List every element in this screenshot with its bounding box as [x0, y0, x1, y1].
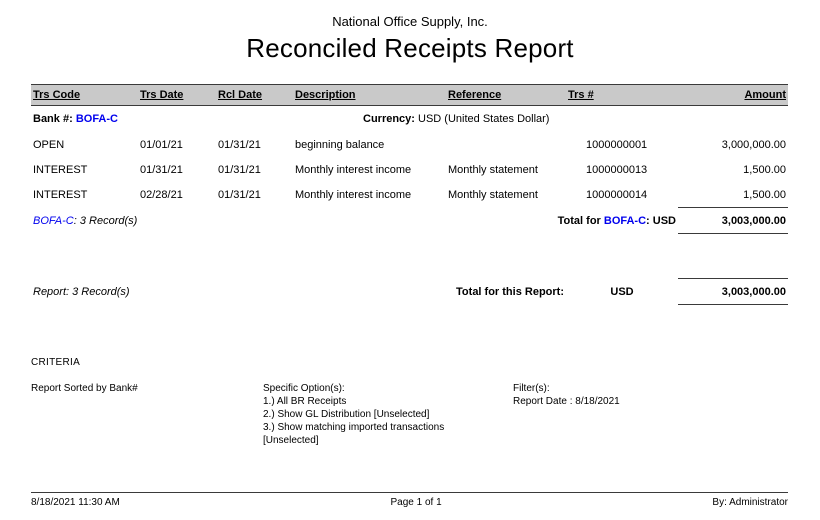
- cell-trs-num: 1000000014: [586, 188, 648, 201]
- report-total-row: [31, 279, 788, 305]
- criteria-sorted-by: Report Sorted by Bank#: [31, 383, 138, 394]
- currency-cell: [293, 106, 788, 133]
- col-header-trs-num-label: Trs #: [568, 89, 594, 101]
- currency-value: USD (United States Dollar): [418, 113, 550, 125]
- bank-header-row: [31, 106, 788, 133]
- col-header-rcl-date: [216, 85, 293, 106]
- cell-trs-code: INTEREST: [33, 188, 88, 201]
- table-row: [31, 182, 788, 208]
- cell-rcl-date: 01/31/21: [218, 163, 261, 176]
- cell-description: Monthly interest income: [295, 163, 412, 176]
- criteria-filters: [513, 382, 788, 408]
- report-table: [31, 84, 788, 305]
- report-total-label: Total for this Report:: [456, 285, 564, 298]
- cell-reference: Monthly statement: [448, 163, 538, 176]
- criteria-options-title: Specific Option(s):: [263, 383, 345, 394]
- cell-reference: Monthly statement: [448, 188, 538, 201]
- bank-label: Bank #:: [33, 113, 73, 125]
- cell-amount: 1,500.00: [743, 163, 786, 176]
- criteria-filter: Report Date : 8/18/2021: [513, 396, 620, 407]
- cell-trs-num: 1000000013: [586, 163, 648, 176]
- footer-datetime: 8/18/2021 11:30 AM: [31, 497, 120, 508]
- cell-amount: 3,000,000.00: [721, 138, 786, 151]
- group-bank-link[interactable]: BOFA-C: [33, 214, 74, 227]
- group-total-prefix: Total for: [557, 214, 604, 227]
- cell-trs-code: OPEN: [33, 138, 65, 151]
- cell-reference: [446, 132, 566, 157]
- criteria-options: [263, 382, 513, 447]
- group-record-count: [31, 208, 446, 234]
- col-header-trs-code-label: Trs Code: [33, 89, 81, 101]
- col-header-trs-date: [138, 85, 216, 106]
- criteria-heading: CRITERIA: [31, 357, 81, 368]
- criteria-section: [31, 357, 788, 447]
- cell-description: Monthly interest income: [295, 188, 412, 201]
- col-header-rcl-date-label: Rcl Date: [218, 89, 263, 101]
- table-row: [31, 132, 788, 157]
- report-total-amount: 3,003,000.00: [678, 279, 788, 305]
- cell-trs-date: 01/01/21: [140, 138, 183, 151]
- criteria-sort: [31, 382, 263, 395]
- table-header-row: [31, 85, 788, 106]
- col-header-trs-date-label: Trs Date: [140, 89, 184, 101]
- criteria-option: 2.) Show GL Distribution [Unselected]: [263, 409, 430, 420]
- cell-rcl-date: 01/31/21: [218, 138, 261, 151]
- table-row: [31, 157, 788, 182]
- cell-trs-date: 02/28/21: [140, 188, 183, 201]
- cell-trs-code: INTEREST: [33, 163, 88, 176]
- spacer-row: [31, 234, 788, 279]
- cell-rcl-date: 01/31/21: [218, 188, 261, 201]
- company-name: National Office Supply, Inc.: [332, 14, 488, 29]
- footer-by: By: Administrator: [712, 497, 788, 508]
- cell-amount: 1,500.00: [743, 188, 786, 201]
- report-record-count: Report: 3 Record(s): [33, 285, 130, 298]
- bank-link[interactable]: BOFA-C: [75, 113, 118, 125]
- currency-label: Currency:: [363, 113, 415, 125]
- cell-trs-num: 1000000001: [586, 138, 648, 151]
- col-header-trs-code: [31, 85, 138, 106]
- bank-number-cell: [31, 106, 293, 133]
- col-header-description: [293, 85, 446, 106]
- col-header-reference-label: Reference: [448, 89, 502, 101]
- col-header-description-label: Description: [295, 89, 356, 101]
- col-header-amount: [678, 85, 788, 106]
- criteria-option: [Unselected]: [263, 435, 319, 446]
- group-total-amount: 3,003,000.00: [678, 208, 788, 234]
- cell-description: beginning balance: [295, 138, 385, 151]
- col-header-reference: [446, 85, 566, 106]
- criteria-option: 1.) All BR Receipts: [263, 396, 347, 407]
- report-total-currency: USD: [610, 285, 634, 298]
- group-total-bank-link[interactable]: BOFA-C: [603, 214, 647, 227]
- report-title: Reconciled Receipts Report: [246, 33, 574, 63]
- cell-trs-date: 01/31/21: [140, 163, 183, 176]
- criteria-filters-title: Filter(s):: [513, 383, 550, 394]
- page-footer: [31, 492, 788, 508]
- col-header-amount-label: Amount: [744, 89, 786, 101]
- footer-page-number: Page 1 of 1: [390, 497, 442, 508]
- criteria-option: 3.) Show matching imported transactions: [263, 422, 445, 433]
- col-header-trs-num: [566, 85, 678, 106]
- group-total-row: [31, 208, 788, 234]
- group-total-suffix: : USD: [646, 214, 676, 227]
- group-total-label: [446, 208, 678, 234]
- group-records-text: : 3 Record(s): [73, 214, 138, 227]
